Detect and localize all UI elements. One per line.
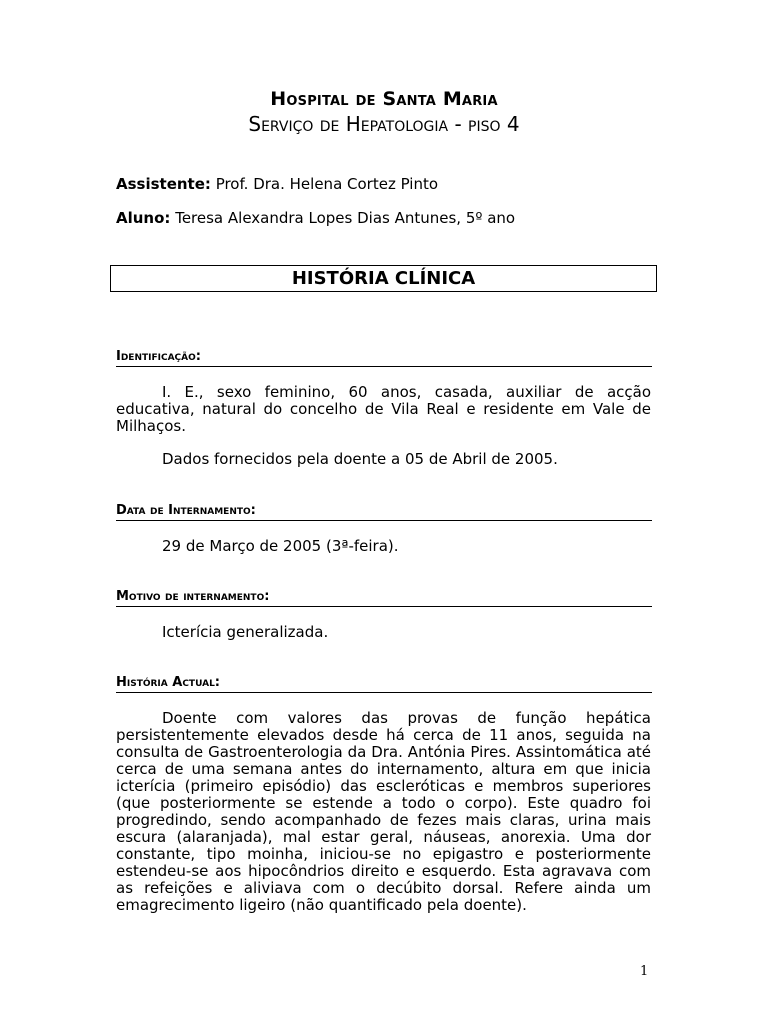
page-number: 1 — [640, 964, 649, 979]
hospital-title: Hospital de Santa Maria — [270, 88, 498, 110]
section-heading-data-internamento: Data de Internamento: — [116, 503, 652, 521]
paragraph-data-internamento: 29 de Março de 2005 (3ª-feira). — [162, 537, 399, 555]
section-heading-identificacao: Identificação: — [116, 349, 652, 367]
paragraph-historia-actual: Doente com valores das provas de função hepática persistentemente elevados desde há cerca de 11 anos, seguida na consulta de Gastroenterologia da Dra. Antónia Pires. Assintomática até cerca de uma semana antes do internamento, altura em que inicia icterícia (primeiro episódio) das escleróticas e membros superiores (que posteriormente se estende a todo o corpo). Este quadro foi progredindo, sendo acompanhado de fezes mais claras, urina mais escura (alaranjada), mal estar geral, náuseas, anorexia. Uma dor constante, tipo moinha, iniciou-se no epigastro e posteriormente estendeu-se aos hipocôndrios direito e esquerdo. Esta agravava com as refeições e aliviava com o decúbito dorsal. Refere ainda um emagrecimento ligeiro (não quantificado pela doente). — [116, 709, 651, 914]
paragraph-motivo: Icterícia generalizada. — [162, 623, 329, 641]
service-title: Serviço de Hepatologia - piso 4 — [248, 112, 520, 136]
aluno-label: Aluno: — [116, 209, 171, 227]
document-title: HISTÓRIA CLÍNICA — [110, 265, 657, 292]
section-heading-historia-actual: História Actual: — [116, 675, 652, 693]
assistente-label: Assistente: — [116, 175, 211, 193]
aluno-value: Teresa Alexandra Lopes Dias Antunes, 5º ano — [175, 209, 516, 227]
assistente-line — [116, 175, 438, 193]
aluno-line — [116, 209, 515, 227]
section-heading-motivo: Motivo de internamento: — [116, 589, 652, 607]
paragraph-dados: Dados fornecidos pela doente a 05 de Abril de 2005. — [162, 450, 558, 468]
assistente-value: Prof. Dra. Helena Cortez Pinto — [215, 175, 439, 193]
paragraph-identificacao: I. E., sexo feminino, 60 anos, casada, auxiliar de acção educativa, natural do concelho de Vila Real e residente em Vale de Milhaços. — [116, 383, 651, 435]
